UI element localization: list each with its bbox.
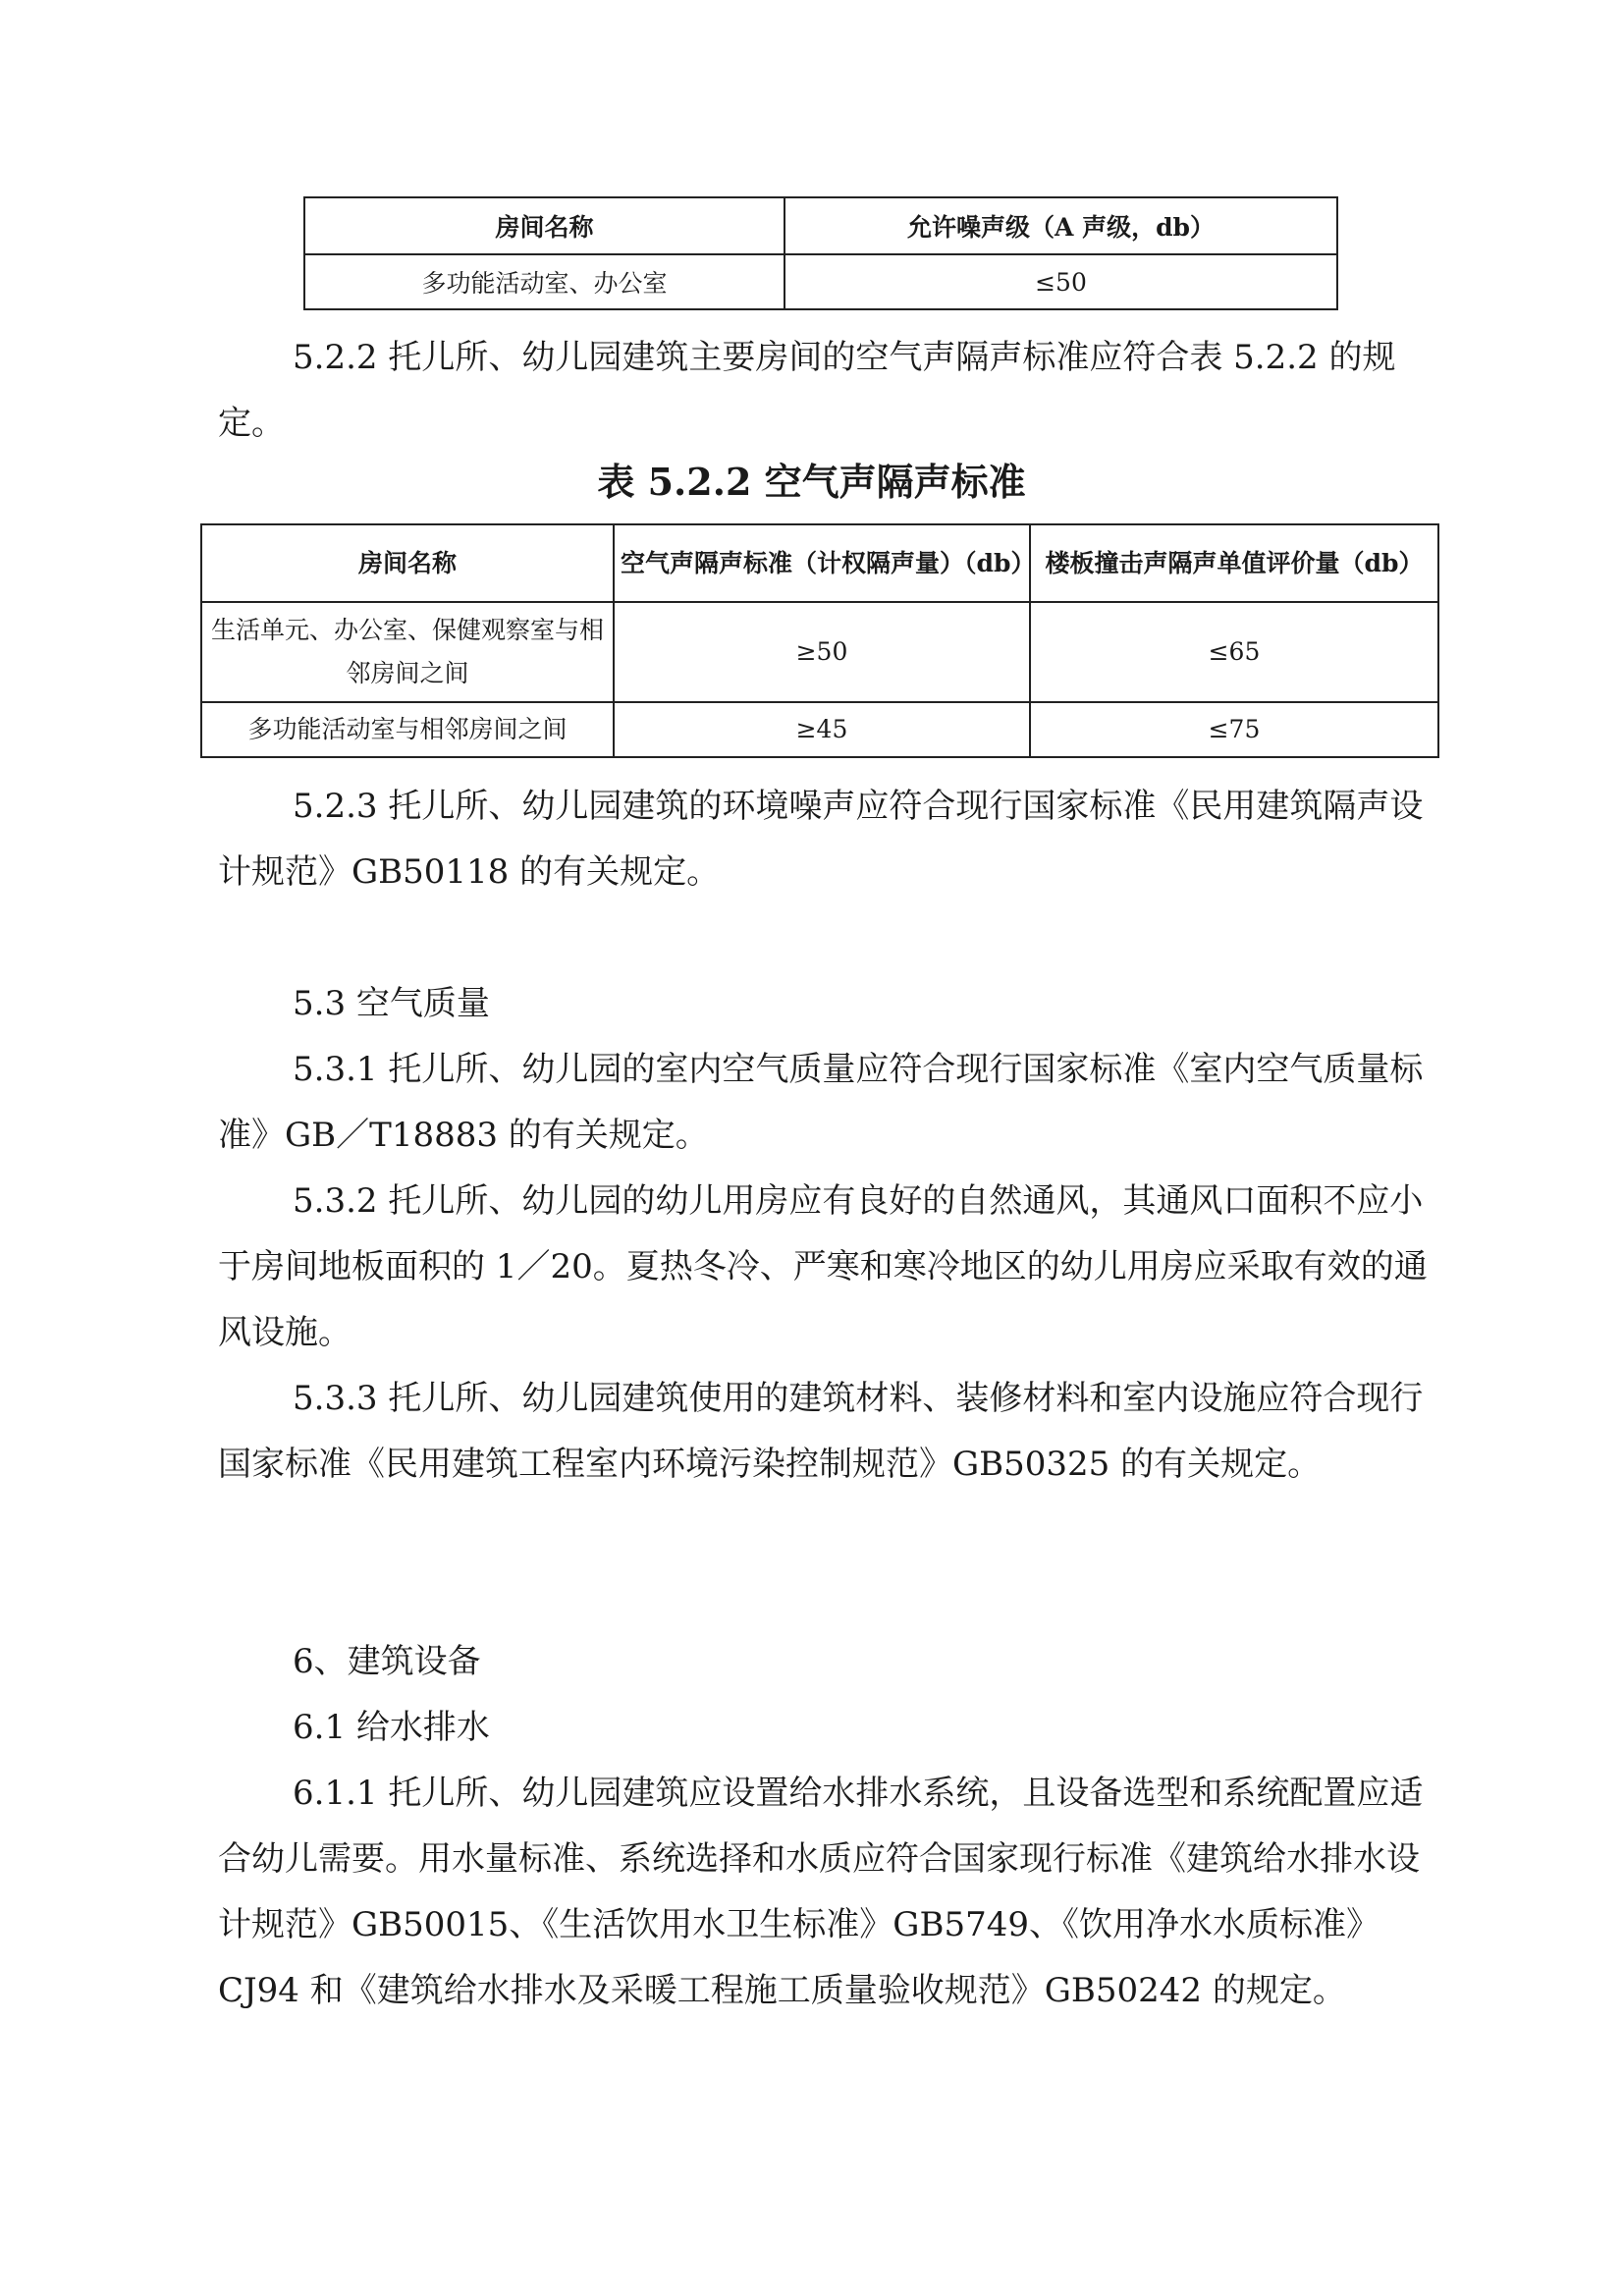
table-cell: 多功能活动室与相邻房间之间: [201, 702, 614, 757]
table-cell: ≤75: [1030, 702, 1438, 757]
section-heading-6-1: 6.1 给水排水: [293, 1708, 490, 1747]
table-header-cell: 房间名称: [201, 524, 614, 602]
noise-level-table: [303, 196, 1338, 310]
paragraph-6-1-1: 6.1.1 托儿所、幼儿园建筑应设置给水排水系统，且设备选型和系统配置应适合幼儿需要。用水量标准、系统选择和水质应符合国家现行标准《建筑给水排水设计规范》GB50015、《生活饮用水卫生标准》GB5749、《饮用净水水质标准》CJ94 和《建筑给水排水及采暖工程施工质量验收规范》GB50242 的规定。: [218, 1774, 1424, 2010]
table-header-cell: 空气声隔声标准（计权隔声量）（db）: [614, 524, 1030, 602]
table-cell: ≥50: [614, 602, 1030, 702]
table-cell: ≥45: [614, 702, 1030, 757]
table-cell: 多功能活动室、办公室: [304, 254, 784, 309]
table-row: [304, 254, 1337, 309]
table-header-row: [201, 524, 1438, 602]
table-header-cell: 楼板撞击声隔声单值评价量（db）: [1030, 524, 1438, 602]
table-caption: 表 5.2.2 空气声隔声标准: [597, 460, 1026, 504]
table-header-cell: 允许噪声级（A 声级，db）: [784, 197, 1337, 254]
section-heading-5-3: 5.3 空气质量: [293, 984, 490, 1023]
paragraph-5-3-2: 5.3.2 托儿所、幼儿园的幼儿用房应有良好的自然通风，其通风口面积不应小于房间地板面积的 1／20。夏热冬冷、严寒和寒冷地区的幼儿用房应采取有效的通风设施。: [218, 1181, 1428, 1352]
paragraph-5-2-2: 5.2.2 托儿所、幼儿园建筑主要房间的空气声隔声标准应符合表 5.2.2 的规定。: [218, 338, 1396, 443]
table-cell: 生活单元、办公室、保健观察室与相邻房间之间: [201, 602, 614, 702]
paragraph-5-3-3: 5.3.3 托儿所、幼儿园建筑使用的建筑材料、装修材料和室内设施应符合现行国家标准《民用建筑工程室内环境污染控制规范》GB50325 的有关规定。: [218, 1379, 1424, 1484]
table-row: [201, 602, 1438, 702]
table-header-cell: 房间名称: [304, 197, 784, 254]
paragraph-5-3-1: 5.3.1 托儿所、幼儿园的室内空气质量应符合现行国家标准《室内空气质量标准》GB／T18883 的有关规定。: [218, 1050, 1424, 1155]
table-cell: ≤50: [784, 254, 1337, 309]
table-cell: ≤65: [1030, 602, 1438, 702]
table-header-row: [304, 197, 1337, 254]
paragraph-5-2-3: 5.2.3 托儿所、幼儿园建筑的环境噪声应符合现行国家标准《民用建筑隔声设计规范》GB50118 的有关规定。: [218, 787, 1424, 892]
chapter-heading-6: 6、建筑设备: [293, 1642, 481, 1681]
table-row: [201, 702, 1438, 757]
air-sound-insulation-table: [200, 523, 1439, 758]
